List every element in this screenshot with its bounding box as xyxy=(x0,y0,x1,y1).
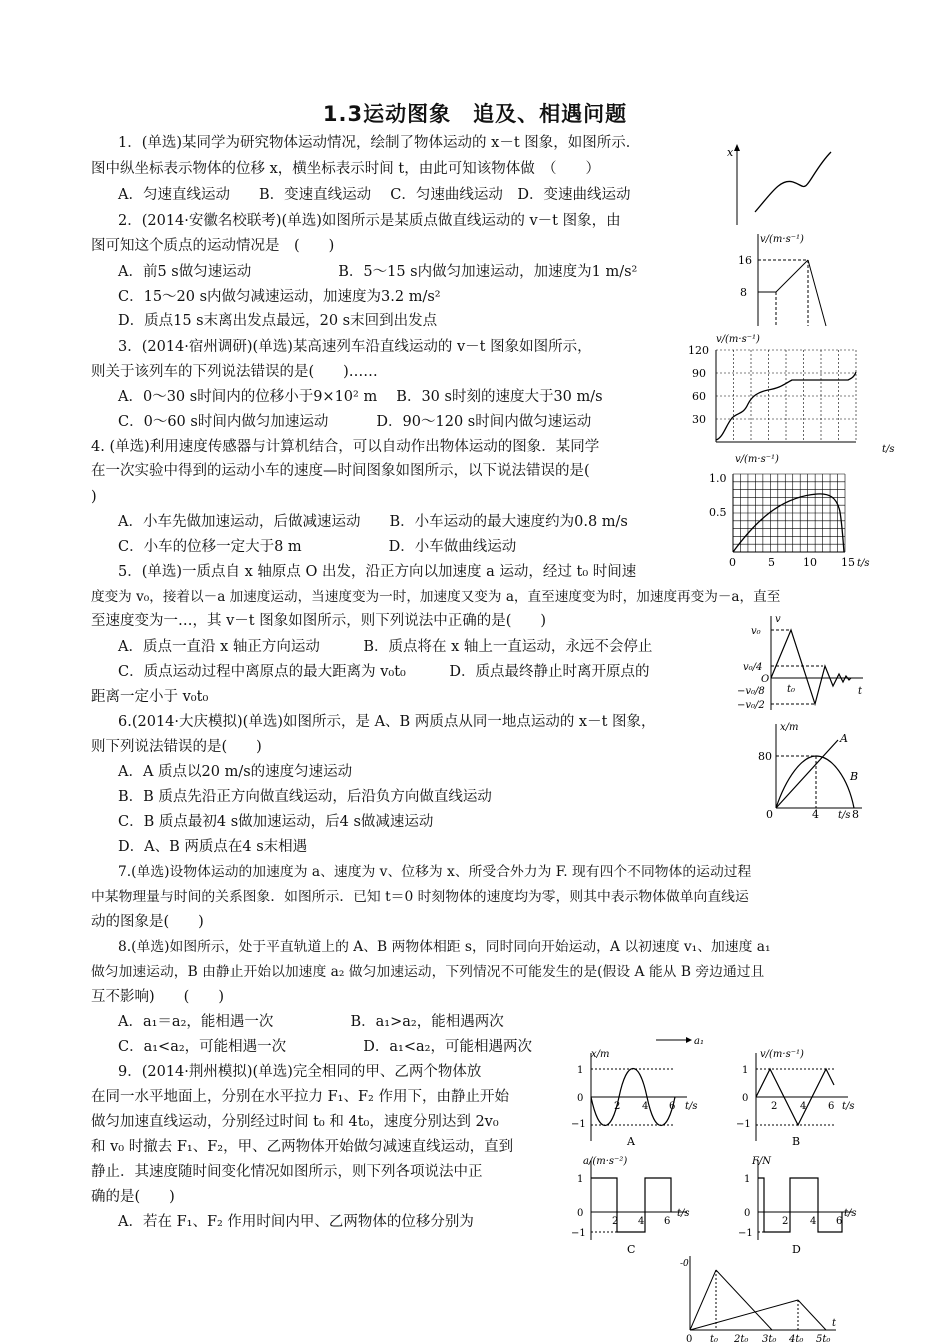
tick-label: 1 xyxy=(577,1174,584,1185)
text-line: A．若在 F₁、F₂ 作用时间内甲、乙两物体的位移分别为 xyxy=(118,1214,474,1230)
tick-label: 16 xyxy=(738,254,752,267)
text-line: 图中纵坐标表示物体的位移 x，横坐标表示时间 t，由此可知该物体做 （ ） xyxy=(91,161,600,177)
text-line: C．15～20 s内做匀减速运动，加速度为3.2 m/s² xyxy=(118,289,441,305)
text-line: 做匀加速直线运动，分别经过时间 t₀ 和 4t₀，速度分别达到 2v₀ xyxy=(91,1114,499,1130)
tick-label: 8 xyxy=(852,808,859,821)
tick-label: 5t₀ xyxy=(816,1334,831,1344)
tick-label: 120 xyxy=(688,344,709,357)
tick-label: 4 xyxy=(800,1101,807,1112)
text-line: C．0～60 s时间内做匀加速运动 D．90～120 s时间内做匀速运动 xyxy=(118,414,592,430)
text-line: 5．(单选)一质点自 x 轴原点 O 出发，沿正方向以加速度 a 运动，经过 t₀ 时间速 xyxy=(118,564,637,580)
tick-label: 1 xyxy=(744,1174,751,1185)
tick-label: 0 xyxy=(742,1093,749,1104)
tick-label: 0 xyxy=(577,1093,584,1104)
text-line: 距离一定小于 v₀t₀ xyxy=(91,689,209,705)
text-line: A．a₁＝a₂，能相遇一次 B．a₁>a₂，能相遇两次 xyxy=(118,1014,504,1030)
text-line: C．小车的位移一定大于8 m D．小车做曲线运动 xyxy=(118,539,517,555)
tick-label: 30 xyxy=(692,413,706,426)
tick-label: 2 xyxy=(771,1101,778,1112)
axis-label: x/m xyxy=(780,722,799,733)
svg-text:-0: -0 xyxy=(680,1259,689,1269)
figure-2-vt-graph xyxy=(730,228,840,328)
text-line: 3．(2014·宿州调研)(单选)某高速列车沿直线运动的 v－t 图象如图所示， xyxy=(118,339,592,355)
axis-label: v/(m·s⁻¹) xyxy=(735,454,779,465)
tick-label: 0 xyxy=(577,1208,584,1219)
tick-label: 6 xyxy=(828,1101,835,1112)
text-line: B．B 质点先沿正方向做直线运动，后沿负方向做直线运动 xyxy=(118,789,492,805)
tick-label: 2 xyxy=(614,1101,621,1112)
text-line: 9．(2014·荆州模拟)(单选)完全相同的甲、乙两个物体放 xyxy=(118,1064,482,1080)
text-line: 在同一水平地面上，分别在水平拉力 F₁、F₂ 作用下，由静止开始 xyxy=(91,1089,509,1105)
text-line: C．质点运动过程中离原点的最大距离为 v₀t₀ D．质点最终静止时离开原点的 xyxy=(118,664,650,680)
tick-label: 0 xyxy=(686,1334,693,1344)
axis-label: a/(m·s⁻²) xyxy=(583,1156,628,1167)
text-line: 1．(单选)某同学为研究物体运动情况，绘制了物体运动的 x－t 图象，如图所示． xyxy=(118,135,641,151)
text-line: A．小车先做加速运动，后做减速运动 B．小车运动的最大速度约为0.8 m/s xyxy=(118,514,628,530)
tick-label: 5 xyxy=(768,556,775,569)
tick-label: −v₀/8 xyxy=(737,686,765,697)
tick-label: 4 xyxy=(810,1216,817,1227)
tick-label: 0.5 xyxy=(709,506,727,519)
axis-label: t/s xyxy=(882,444,895,455)
text-line: 静止．其速度随时间变化情况如图所示，则下列各项说法中正 xyxy=(91,1164,483,1180)
tick-label: O xyxy=(761,674,770,685)
tick-label: v₀ xyxy=(751,626,761,637)
xt-curve xyxy=(755,152,831,212)
axis-label: t/s xyxy=(842,1101,855,1112)
text-line: 互不影响) ( ) xyxy=(91,989,224,1005)
curve-label: A xyxy=(840,732,848,745)
text-line: 2．(2014·安徽名校联考)(单选)如图所示是某质点做直线运动的 v－t 图象，由 xyxy=(118,213,621,229)
figure-7-panel-b xyxy=(730,1045,880,1147)
figure-5-vt-zigzag xyxy=(735,612,865,712)
text-line: 度变为 v₀，接着以－a 加速度运动，当速度变为一时，加速度又变为 a，直至速度变为时，加速度再变为－a，直至 xyxy=(91,589,781,605)
tick-label: 6 xyxy=(669,1101,676,1112)
text-line: C．B 质点最初4 s做加速运动，后4 s做减速运动 xyxy=(118,814,434,830)
text-line: 图可知这个质点的运动情况是 ( ) xyxy=(91,238,335,254)
tick-label: 60 xyxy=(692,390,706,403)
text-line: D．A、B 两质点在4 s末相遇 xyxy=(118,839,308,855)
tick-label: 4 xyxy=(642,1101,649,1112)
text-line: 在一次实验中得到的运动小车的速度—时间图象如图所示，以下说法错误的是( xyxy=(91,463,590,479)
figure-7-panel-d xyxy=(730,1152,880,1257)
tick-label: 2t₀ xyxy=(734,1334,749,1344)
figure-7-panel-a xyxy=(565,1045,715,1147)
tick-label: −v₀/2 xyxy=(737,700,765,711)
tick-label: t₀ xyxy=(787,684,796,695)
tick-label: −1 xyxy=(571,1119,586,1130)
tick-label: 2 xyxy=(612,1216,619,1227)
tick-label: 15 xyxy=(841,556,855,569)
axis-label: t/s xyxy=(677,1208,690,1219)
tick-label: v₀/4 xyxy=(743,662,763,673)
text-line: A．质点一直沿 x 轴正方向运动 B．质点将在 x 轴上一直运动，永远不会停止 xyxy=(118,639,653,655)
tick-label: 1 xyxy=(742,1065,749,1076)
axis-label: v/(m·s⁻¹) xyxy=(716,334,760,345)
figure-7-panel-c xyxy=(565,1152,715,1257)
text-line: 做匀加速运动，B 由静止开始以加速度 a₂ 做匀加速运动，下列情况不可能发生的是(假设 A 能从 B 旁边通过且 xyxy=(91,964,765,980)
text-line: 8.(单选)如图所示，处于平直轨道上的 A、B 两物体相距 s，同时同向开始运动，A 以初速度 v₁、加速度 a₁ xyxy=(118,939,771,955)
text-line: 和 v₀ 时撤去 F₁、F₂，甲、乙两物体开始做匀减速直线运动，直到 xyxy=(91,1139,514,1155)
text-line: 动的图象是( ) xyxy=(91,914,204,930)
figure-6-ab-xt-graph xyxy=(752,718,870,821)
tick-label: −1 xyxy=(736,1119,751,1130)
axis-label: t/s xyxy=(844,1208,857,1219)
tick-label: 6 xyxy=(836,1216,843,1227)
tick-label: 80 xyxy=(758,750,772,763)
tick-label: 4 xyxy=(638,1216,645,1227)
text-line: 4. (单选)利用速度传感器与计算机结合，可以自动作出物体运动的图象．某同学 xyxy=(91,439,600,455)
text-line: 中某物理量与时间的关系图象．如图所示．已知 t＝0 时刻物体的速度均为零，则其中表示物体做单向直线运 xyxy=(91,889,749,905)
tick-label: 0 xyxy=(729,556,736,569)
svg-text:a₁: a₁ xyxy=(694,1036,704,1047)
tick-label: 0 xyxy=(766,808,773,821)
tick-label: −1 xyxy=(738,1228,753,1239)
tick-label: 0 xyxy=(744,1208,751,1219)
axis-label: x xyxy=(727,146,734,159)
tick-label: 1.0 xyxy=(709,472,727,485)
text-line: 确的是( ) xyxy=(91,1189,175,1205)
text-line: 6.(2014·大庆模拟)(单选)如图所示，是 A、B 两质点从同一地点运动的 x－t 图象， xyxy=(118,714,656,730)
text-line: A．匀速直线运动 B．变速直线运动 C．匀速曲线运动 D．变速曲线运动 xyxy=(118,187,631,203)
text-line: 7.(单选)设物体运动的加速度为 a、速度为 v、位移为 x、所受合外力为 F. 现有四个不同物体的运动过程 xyxy=(118,864,752,880)
page-title: 1.3运动图象 追及、相遇问题 xyxy=(322,102,628,126)
figure-9-vt-graph xyxy=(676,1256,851,1344)
axis-label: t xyxy=(858,686,863,697)
tick-label: 4 xyxy=(812,808,819,821)
curve-label: B xyxy=(850,770,859,783)
tick-label: 1 xyxy=(577,1065,584,1076)
text-line: 则关于该列车的下列说法错误的是( )…… xyxy=(91,364,378,380)
text-line: 则下列说法错误的是( ) xyxy=(91,739,262,755)
axis-label: t/s xyxy=(857,558,870,569)
axis-label: x/m xyxy=(591,1049,610,1060)
axis-label: v/(m·s⁻¹) xyxy=(760,234,804,245)
text-line: 至速度变为一…，其 v－t 图象如图所示，则下列说法中正确的是( ) xyxy=(91,613,547,629)
tick-label: 8 xyxy=(740,286,747,299)
tick-label: t₀ xyxy=(710,1334,719,1344)
panel-caption: D xyxy=(792,1243,801,1256)
tick-label: 3t₀ xyxy=(762,1334,777,1344)
axis-label: t/s xyxy=(838,810,851,821)
figure-4-sensor-vt-graph xyxy=(705,452,883,572)
tick-label: 2 xyxy=(782,1216,789,1227)
figure-1-xt-graph xyxy=(725,140,835,230)
tick-label: 4t₀ xyxy=(789,1334,804,1344)
text-line: C．a₁<a₂，可能相遇一次 D．a₁<a₂，可能相遇两次 xyxy=(118,1039,532,1055)
text-line: D．质点15 s末离出发点最远，20 s末回到出发点 xyxy=(118,313,438,329)
panel-caption: B xyxy=(792,1135,801,1148)
axis-label: t/s xyxy=(685,1101,698,1112)
figure-3-train-vt-graph xyxy=(688,330,898,455)
tick-label: −1 xyxy=(571,1228,586,1239)
axis-label: t xyxy=(832,1318,837,1329)
tick-label: 6 xyxy=(664,1216,671,1227)
panel-caption: A xyxy=(627,1135,635,1148)
text-line: A．前5 s做匀速运动 B．5～15 s内做匀加速运动，加速度为1 m/s² xyxy=(118,264,638,280)
panel-caption: C xyxy=(627,1243,636,1256)
text-line: ) xyxy=(91,489,97,505)
text-line: A．0～30 s时间内的位移小于9×10² m B．30 s时刻的速度大于30 m/s xyxy=(118,389,603,405)
axis-label: v xyxy=(775,614,781,625)
tick-label: 10 xyxy=(803,556,817,569)
axis-label: v/(m·s⁻¹) xyxy=(760,1049,804,1060)
text-line: A．A 质点以20 m/s的速度匀速运动 xyxy=(118,764,353,780)
tick-label: 90 xyxy=(692,367,706,380)
axis-label: F/N xyxy=(752,1156,772,1167)
